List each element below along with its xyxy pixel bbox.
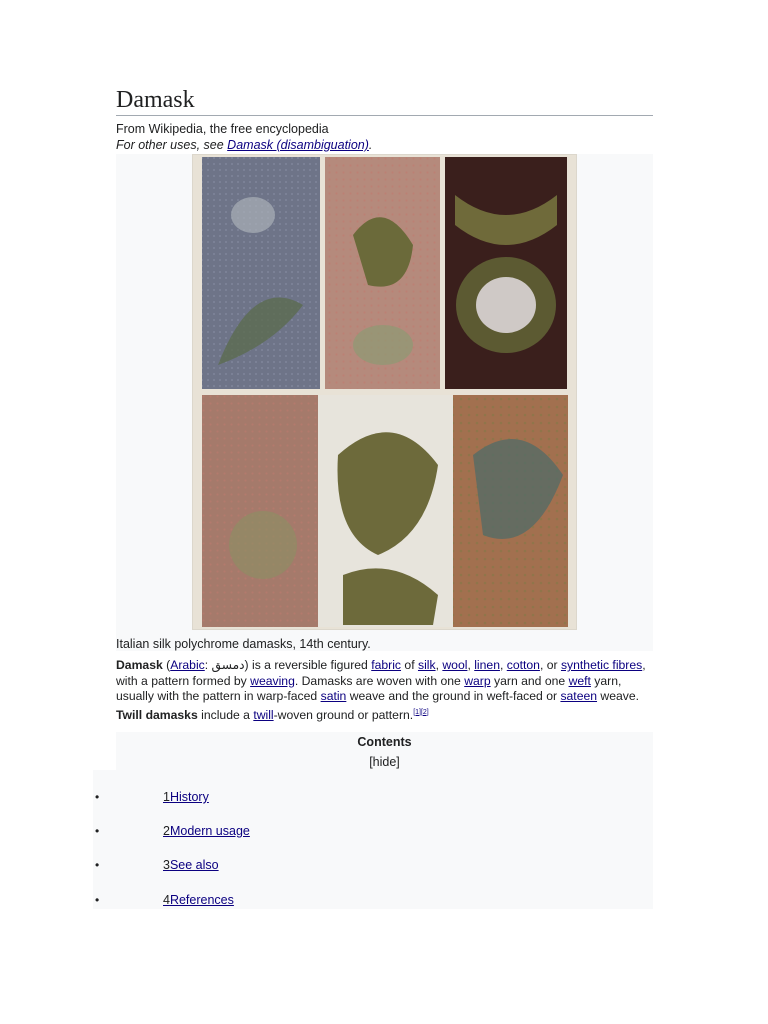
toc-number: 3 xyxy=(163,858,170,872)
lead-text: : xyxy=(204,658,212,672)
toc-item xyxy=(95,892,416,908)
toc-item xyxy=(95,789,416,805)
lead-text: , or xyxy=(539,658,561,672)
lead-text: ( xyxy=(162,658,171,672)
bullet-icon: • xyxy=(95,790,100,804)
toc-item xyxy=(95,823,416,839)
hatnote-suffix: . xyxy=(368,138,373,152)
lead-text: . Damasks are woven with one xyxy=(294,673,465,688)
article-body xyxy=(116,86,653,735)
lead-text: ) is a reversible figured xyxy=(244,658,372,672)
arabic-word: دمسق xyxy=(211,658,245,672)
toc-number: 1 xyxy=(163,790,170,804)
lead-text: -woven ground or pattern. xyxy=(273,707,414,722)
link-silk[interactable]: silk xyxy=(417,658,436,672)
lead-text: , xyxy=(499,658,507,672)
link-fabric[interactable]: fabric xyxy=(371,658,402,672)
toc-label: References xyxy=(169,893,234,907)
link-linen[interactable]: linen xyxy=(474,658,500,672)
toc-number: 4 xyxy=(163,893,170,907)
lead-text: of xyxy=(401,658,418,672)
hatnote-prefix: For other uses, see xyxy=(116,138,228,152)
link-wool[interactable]: wool xyxy=(442,658,468,672)
lead-text: yarn, usually with the pattern in warp-faced xyxy=(116,673,622,703)
link-cotton[interactable]: cotton xyxy=(506,658,540,672)
bullet-icon: • xyxy=(95,858,100,872)
table-of-contents xyxy=(95,732,653,909)
link-weft[interactable]: weft xyxy=(568,673,591,688)
site-tagline: From Wikipedia, the free encyclopedia xyxy=(116,122,329,136)
toc-label: Modern usage xyxy=(169,824,250,838)
infobox-figure xyxy=(116,154,653,651)
twill-damasks-term: Twill damasks xyxy=(116,707,198,722)
lead-text: , xyxy=(435,658,443,672)
link-sateen[interactable]: sateen xyxy=(560,689,598,703)
lead-paragraph xyxy=(116,658,653,723)
lead-text: yarn and one xyxy=(490,673,569,688)
link-twill[interactable]: twill xyxy=(253,707,274,722)
toc-label: History xyxy=(169,790,209,804)
bullet-icon: • xyxy=(95,893,100,907)
toc-link-history[interactable] xyxy=(163,789,209,805)
link-weaving[interactable]: weaving xyxy=(250,673,295,688)
citation-link[interactable]: [1][2] xyxy=(413,708,429,716)
lead-term: Damask xyxy=(116,658,163,672)
link-warp[interactable]: warp xyxy=(464,673,491,688)
page-title: Damask xyxy=(116,86,653,116)
toc-hide-toggle[interactable]: [hide] xyxy=(369,755,400,769)
toc-link-modern-usage[interactable] xyxy=(163,823,250,839)
toc-link-see-also[interactable] xyxy=(163,857,219,873)
link-satin[interactable]: satin xyxy=(320,689,347,703)
link-arabic[interactable]: Arabic xyxy=(170,658,205,672)
toc-item xyxy=(95,857,416,873)
lead-text: , xyxy=(467,658,475,672)
lead-text: weave. xyxy=(597,689,640,703)
disambiguation-link[interactable]: Damask (disambiguation) xyxy=(227,138,369,152)
lead-text: , with a pattern formed by xyxy=(116,658,646,688)
bullet-icon: • xyxy=(95,824,100,838)
toc-number: 2 xyxy=(163,824,170,838)
toc-link-references[interactable] xyxy=(163,892,234,908)
damask-image[interactable] xyxy=(192,154,577,630)
hatnote xyxy=(116,137,653,153)
lead-text: include a xyxy=(197,707,254,722)
lead-text: weave and the ground in weft-faced or xyxy=(346,689,561,703)
toc-title: Contents xyxy=(357,735,412,749)
link-synthetic-fibres[interactable]: synthetic fibres xyxy=(560,658,643,672)
toc-label: See also xyxy=(169,858,219,872)
figure-caption: Italian silk polychrome damasks, 14th century. xyxy=(116,637,371,651)
damask-panels-illustration xyxy=(193,155,576,629)
